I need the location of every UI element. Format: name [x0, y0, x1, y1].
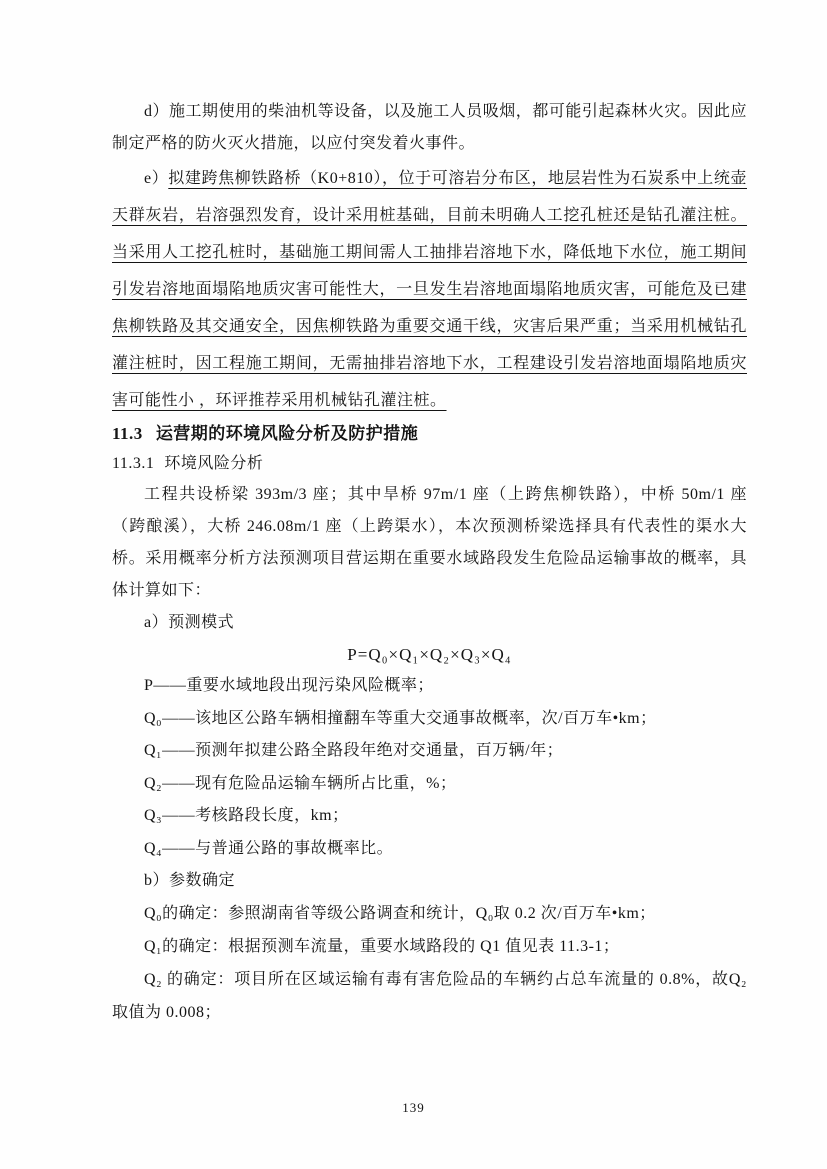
paragraph-bridge-overview: 工程共设桥梁 393m/3 座；其中旱桥 97m/1 座（上跨焦柳铁路），中桥 50m/1 座（跨酿溪），大桥 246.08m/1 座（上跨渠水），本次预测桥梁选择具有代表性的渠水大桥。采用概率分析方法预测项目营运期在重要水域路段发生危险品运输事故的概率，具体计算如下： — [112, 486, 747, 599]
paragraph-e-label: e） — [144, 170, 169, 187]
paragraph-e-karst-risk — [112, 160, 747, 419]
formula-risk-probability: P=Q₀×Q₁×Q₂×Q₃×Q₄ — [347, 645, 512, 664]
section-number: 11.3 — [112, 424, 143, 443]
list-item-b-parameter-determination: b）参数确定 — [144, 872, 236, 889]
param-line-q1: Q₁的确定：根据预测车流量，重要水域路段的 Q1 值见表 11.3-1； — [144, 938, 620, 955]
list-item-a-prediction-model: a）预测模式 — [144, 614, 235, 631]
definition-line-q3: Q₃——考核路段长度，km； — [144, 807, 349, 824]
parameter-list — [112, 897, 747, 1029]
underlined-karst-statement: 拟建跨焦柳铁路桥（K0+810），位于可溶岩分布区，地层岩性为石炭系中上统壶天群灰岩，岩溶强烈发育，设计采用桩基础，目前未明确人工挖孔桩还是钻孔灌注桩。当采用人工挖孔桩时，基础施工期间需人工抽排岩溶地下水，降低地下水位，施工期间引发岩溶地面塌陷地质灾害可能性大，一旦发生岩溶地面塌陷地质灾害，可能危及已建焦柳铁路及其交通安全，因焦柳铁路为重要交通干线，灾害后果严重；当采用机械钻孔灌注桩时，因工程施工期间，无需抽排岩溶地下水，工程建设引发岩溶地面塌陷地质灾害可能性小 ，环评推荐采用机械钻孔灌注桩。 — [112, 170, 747, 409]
subsection-title: 环境风险分析 — [164, 455, 264, 472]
definition-line-q2: Q₂——现有危险品运输车辆所占比重，%； — [144, 774, 457, 792]
definition-list — [112, 670, 747, 865]
section-heading-11-3 — [112, 419, 747, 449]
section-title: 运营期的环境风险分析及防护措施 — [155, 424, 419, 443]
paragraph-d-fire-risk: d）施工期使用的柴油机等设备，以及施工人员吸烟，都可能引起森林火灾。因此应制定严格的防火灭火措施，以应付突发着火事件。 — [112, 103, 747, 152]
definition-line-q4: Q₄——与普通公路的事故概率比。 — [144, 839, 394, 857]
subsection-number: 11.3.1 — [112, 455, 155, 472]
page-number: 139 — [402, 1100, 425, 1115]
param-line-q0: Q₀的确定：参照湖南省等级公路调查和统计，Q₀取 0.2 次/百万车•km； — [144, 905, 656, 922]
subsection-heading-11-3-1 — [112, 449, 747, 479]
definition-line-q1: Q₁——预测年拟建公路全路段年绝对交通量，百万辆/年； — [144, 742, 564, 759]
param-line-q2: Q₂ 的确定：项目所在区域运输有毒有害危险品的车辆约占总车流量的 0.8%，故Q₂取值为 0.008； — [112, 971, 747, 1021]
definition-line-p: P——重要水域地段出现污染风险概率； — [144, 677, 434, 694]
definition-line-q0: Q₀——该地区公路车辆相撞翻车等重大交通事故概率，次/百万车•km； — [144, 709, 657, 727]
